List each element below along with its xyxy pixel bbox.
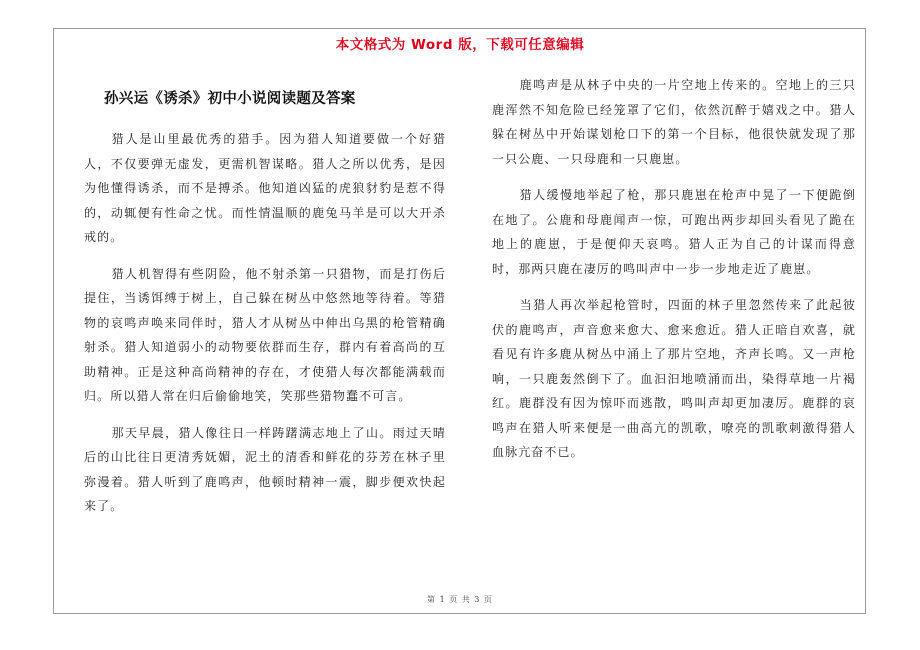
paragraph: 猎人缓慢地举起了枪，那只鹿崽在枪声中晃了一下便跪倒在地了。公鹿和母鹿闻声一惊，可跑出两步却回头看见了跪在地上的鹿崽，于是便仰天哀鸣。猎人正为自己的计谋而得意时，那两只鹿在凄厉的鸣叫声中一步一步地走近了鹿崽。	[492, 188, 856, 276]
paragraph: 当猎人再次举起枪管时，四面的林子里忽然传来了此起彼伏的鹿鸣声，声音愈来愈大、愈来愈近。猎人正暗自欢喜，就看见有许多鹿从树丛中涌上了那片空地，齐声长鸣。又一声枪响，一只鹿轰然倒下了。血汩汩地喷涌而出，染得草地一片褐红。鹿群没有因为惊吓而逃散，鸣叫声却更加凄厉。鹿群的哀鸣声在猎人听来便是一曲高亢的凯歌，嘹亮的凯歌刺激得猎人血脉亢奋不已。	[492, 298, 856, 459]
paragraph: 那天早晨，猎人像往日一样踌躇满志地上了山。雨过天晴后的山比往日更清秀妩媚，泥土的清香和鲜花的芬芳在林子里弥漫着。猎人听到了鹿鸣声，他顿时精神一震，脚步便欢快起来了。	[84, 425, 446, 513]
word-format-banner[interactable]: 本文格式为 Word 版，下载可任意编辑	[335, 37, 585, 53]
left-column	[84, 127, 446, 519]
paragraph: 猎人是山里最优秀的猎手。因为猎人知道要做一个好猎人，不仅要弹无虚发，更需机智谋略。猎人之所以优秀，是因为他懂得诱杀，而不是搏杀。他知道凶猛的虎狼豺豹是惹不得的，动辄便有性命之忧。而性情温顺的鹿兔马羊是可以大开杀戒的。	[84, 132, 446, 244]
right-column	[492, 73, 856, 465]
article-title: 孙兴运《诱杀》初中小说阅读题及答案	[104, 90, 356, 107]
paragraph: 鹿鸣声是从林子中央的一片空地上传来的。空地上的三只鹿浑然不知危险已经笼罩了它们，依然沉醉于嬉戏之中。猎人躲在树丛中开始谋划枪口下的第一个目标，他很快就发现了那一只公鹿、一只母鹿和一只鹿崽。	[492, 78, 856, 166]
paragraph: 猎人机智得有些阴险，他不射杀第一只猎物，而是打伤后提住，当诱饵缚于树上，自己躲在树丛中悠然地等待着。等猎物的哀鸣声唤来同伴时，猎人才从树丛中伸出乌黑的枪管精确射杀。猎人知道弱小的动物要依群而生存，群内有着高尚的互助精神。正是这种高尚精神的存在，才使猎人每次都能满载而归。所以猎人常在归后偷偷地笑，笑那些猎物蠢不可言。	[84, 266, 446, 403]
page-number: 第 1 页 共 3 页	[427, 595, 493, 604]
